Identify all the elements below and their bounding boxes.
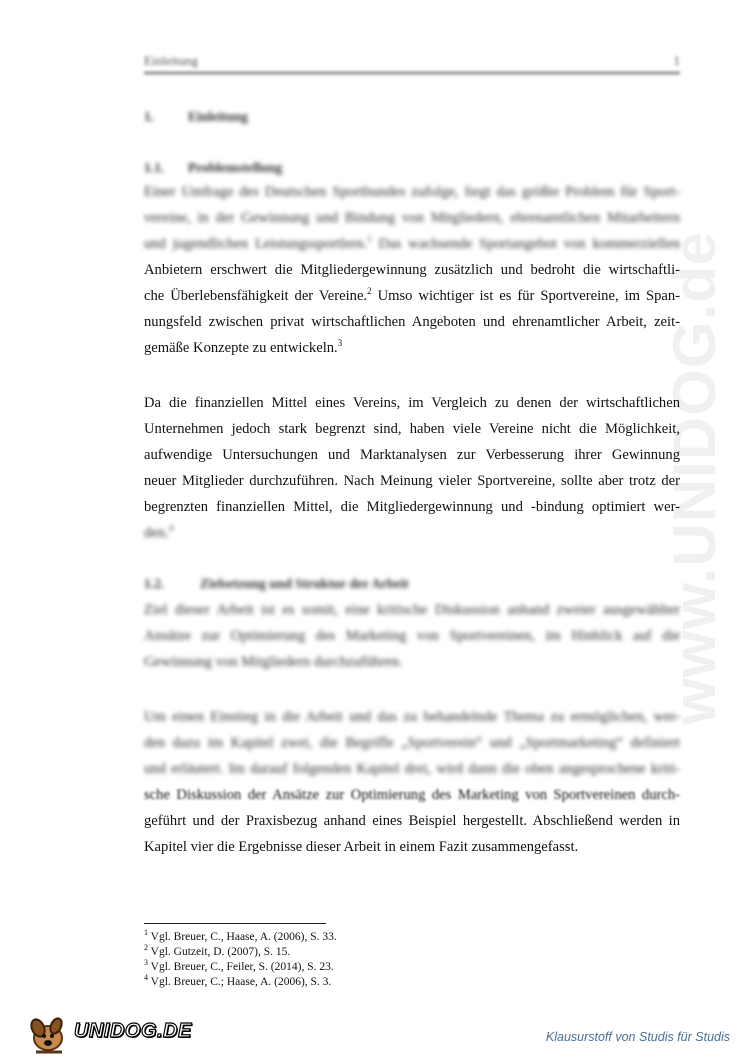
text-line: Ziel dieser Arbeit ist es somit, eine kritische Diskussion anhand zweier ausgewählter: [144, 602, 680, 618]
text-line: Da die finanziellen Mittel eines Vereins, im Vergleich zu denen der wirtschaftlichen: [144, 395, 680, 411]
unidog-logo: [22, 1014, 192, 1054]
slogan: Klausurstoff von Studis für Studis: [545, 1030, 730, 1044]
header-section-title: Einleitung: [144, 53, 199, 68]
paragraph-finance: [144, 390, 680, 546]
footnote-divider: [144, 923, 326, 924]
chapter-heading: [144, 109, 248, 125]
footnotes: [144, 930, 337, 990]
text-line: Ansätze zur Optimierung des Marketing von Sportvereinen, im Hinblick auf die: [144, 628, 680, 644]
text-line: den.$^4$: [144, 523, 174, 541]
section-heading-1-1: [144, 160, 282, 176]
text-line: neuer Mitglieder durchzuführen. Nach Meinung vieler Sportvereine, sollte aber trotz der: [144, 473, 680, 489]
chapter-number: 1.: [144, 109, 155, 124]
text-line: gemäße Konzepte zu entwickeln.$^3$: [144, 338, 343, 356]
footnote-ref: 2: [367, 286, 372, 297]
dog-icon: [22, 1014, 78, 1058]
text-line: nungsfeld zwischen privat wirtschaftlichen Angeboten und ehrenamtlicher Arbeit, zeit-: [144, 314, 680, 330]
footnote-item: $^4$ Vgl. Breuer, C.; Haase, A. (2006), S. 3.: [144, 973, 332, 988]
paragraph-objective: [144, 597, 680, 675]
paragraph-structure: [144, 704, 680, 860]
section-heading-1-2: [144, 576, 409, 592]
text-line: Unternehmen jedoch stark begrenzt sind, haben viele Vereine nicht die Möglichkeit,: [144, 421, 680, 437]
footnote-ref: 1: [367, 234, 372, 245]
text-line: geführt und der Praxisbezug anhand eines Beispiel hergestellt. Abschließend werden in: [144, 813, 680, 829]
logo-text: UNIDOG.DE: [74, 1020, 192, 1042]
text-line: sche Diskussion der Ansätze zur Optimierung des Marketing von Sportvereinen durch-: [144, 787, 680, 803]
section-title: Problemstellung: [188, 160, 283, 175]
text-line: begrenzten finanziellen Mittel, die Mitgliedergewinnung und -bindung optimiert wer-: [144, 499, 680, 515]
chapter-title: Einleitung: [188, 109, 249, 124]
text-line: Anbietern erschwert die Mitgliedergewinnung zusätzlich und bedroht die wirtschaftli-: [144, 262, 680, 278]
text-line: Einer Umfrage des Deutschen Sportbundes zufolge, liegt das größte Problem für Sport-: [144, 184, 680, 200]
header-page-number: 1: [673, 53, 680, 68]
running-header: [144, 52, 680, 74]
text-line: und jugendlichen Leistungssportlern.$^1$ Das wachsende Sportangebot von kommerziellen: [144, 234, 680, 252]
footnote-item: $^1$ Vgl. Breuer, C., Haase, A. (2006), S. 33.: [144, 928, 337, 943]
footnote-ref: 3: [337, 338, 343, 349]
text-line: Um einen Einstieg in die Arbeit und das zu behandelnde Thema zu ermöglichen, wer-: [144, 709, 680, 725]
text-line: vereine, in der Gewinnung und Bindung von Mitgliedern, ehrenamtlichen Mitarbeitern: [144, 210, 680, 226]
text-line: und erläutert. Im darauf folgenden Kapitel drei, wird dann die oben angesprochene kriti-: [144, 761, 680, 777]
paragraph-problem: [144, 179, 680, 361]
text-line: aufwendige Untersuchungen und Marktanalysen zur Verbesserung ihrer Gewinnung: [144, 447, 680, 463]
text-line: Gewinnung von Mitgliedern durchzuführen.: [144, 654, 403, 670]
text-line: che Überlebensfähigkeit der Vereine.$^2$ Umso wichtiger ist es für Sportvereine, im Span-: [144, 286, 681, 304]
text-line: Kapitel vier die Ergebnisse dieser Arbeit in einem Fazit zusammengefasst.: [144, 839, 579, 855]
text-line: den dazu im Kapitel zwei, die Begriffe „Sportverein“ und „Sportmarketing“ definiert: [144, 735, 680, 751]
footnote-ref: 4: [168, 523, 174, 534]
section-number: 1.2.: [144, 576, 165, 591]
footnote-item: $^2$ Vgl. Gutzeit, D. (2007), S. 15.: [144, 943, 291, 958]
footnote-item: $^3$ Vgl. Breuer, C., Feiler, S. (2014), S. 23.: [144, 958, 334, 973]
watermark: www.UNIDOG.de: [661, 230, 728, 725]
section-number: 1.1.: [144, 160, 165, 175]
section-title: Zielsetzung und Struktur der Arbeit: [200, 576, 409, 591]
